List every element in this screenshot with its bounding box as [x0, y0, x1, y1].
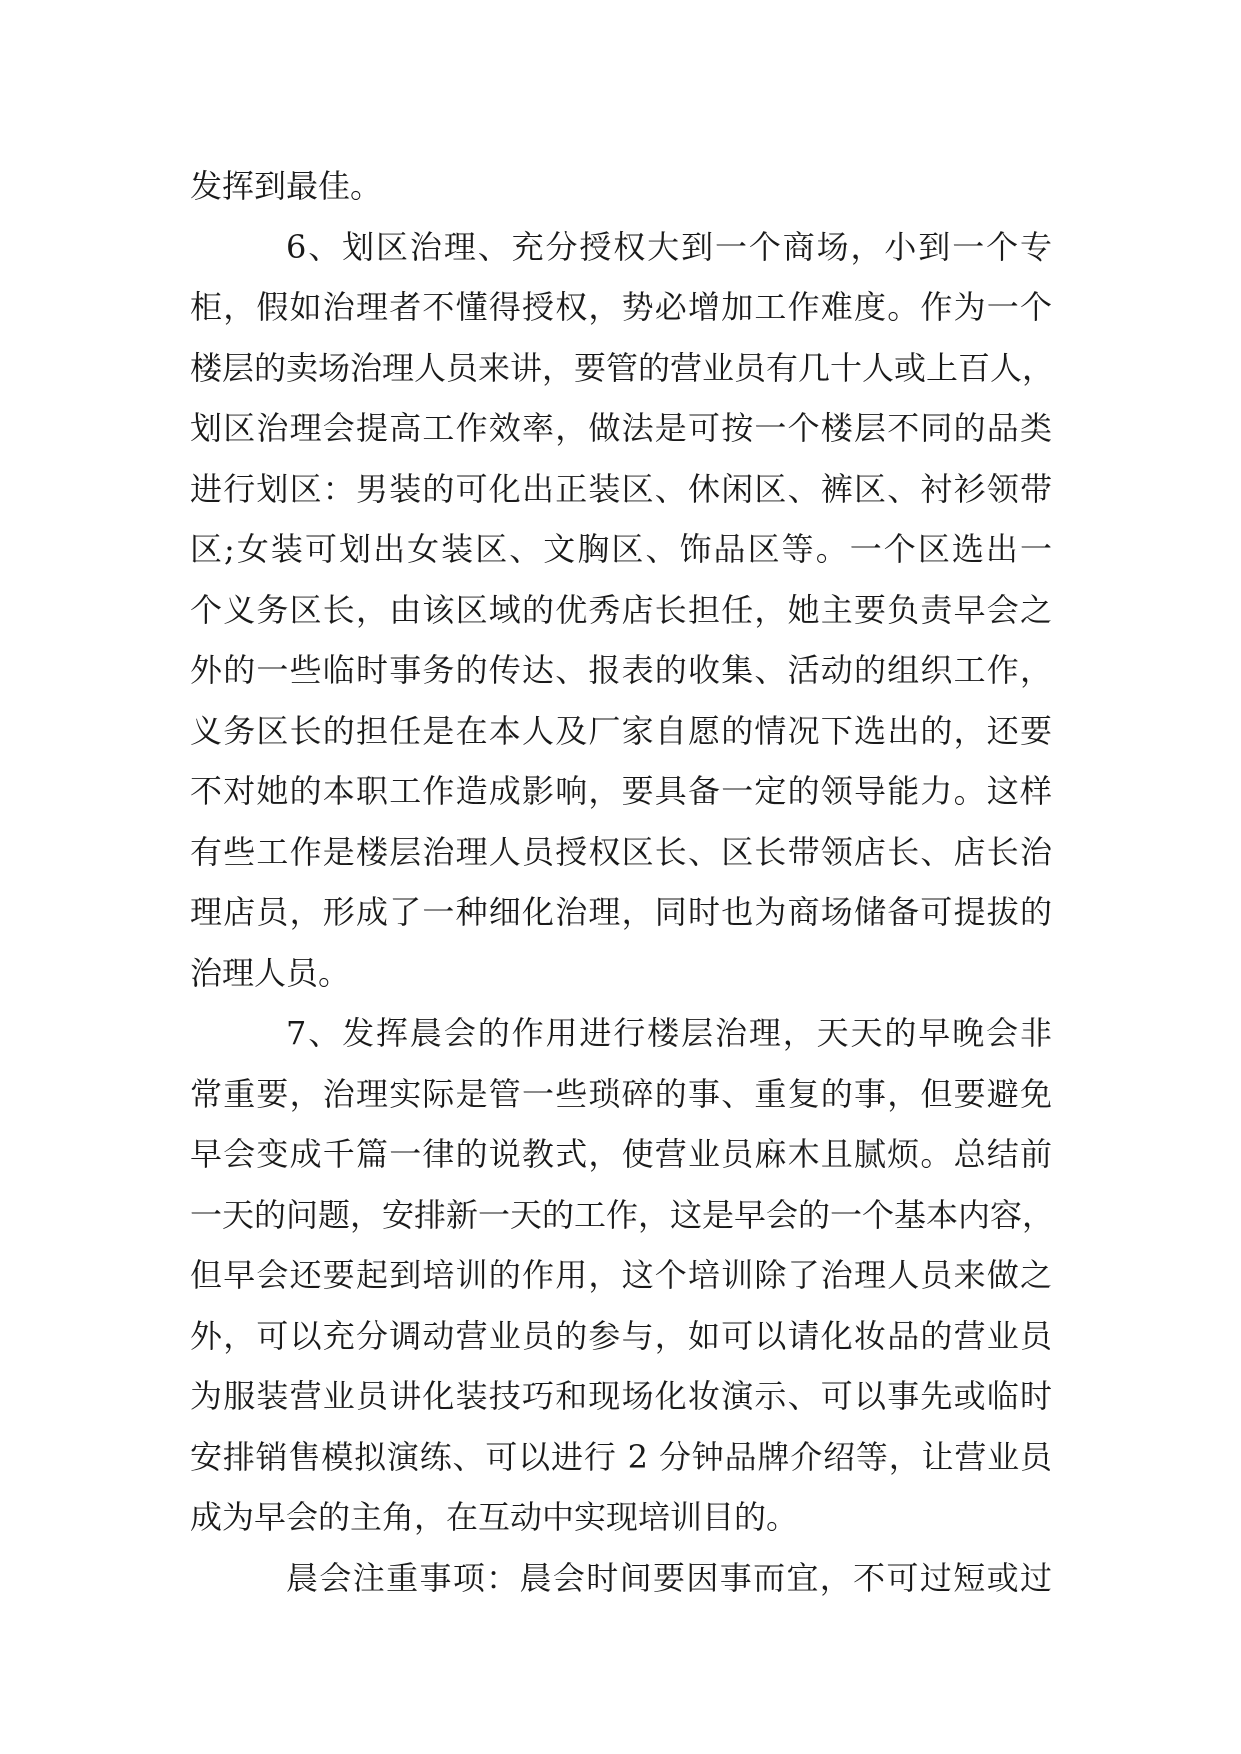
text-line: 一天的问题，安排新一天的工作，这是早会的一个基本内容，: [190, 1195, 1055, 1234]
text-line: 成为早会的主角，在互动中实现培训目的。: [190, 1498, 799, 1536]
text-line: 外的一些临时事务的传达、报表的收集、活动的组织工作，: [190, 651, 1052, 689]
document-body: [190, 156, 1055, 1608]
paragraph: [190, 217, 1055, 1004]
text-line: 为服装营业员讲化装技巧和现场化妆演示、可以事先或临时: [190, 1377, 1052, 1415]
text-line: 晨会注重事项：晨会时间要因事而宜，不可过短或过: [286, 1558, 1052, 1597]
text-line: 理店员，形成了一种细化治理，同时也为商场储备可提拔的: [190, 893, 1052, 931]
text-line: 7、发挥晨会的作用进行楼层治理，天天的早晚会非: [286, 1014, 1052, 1052]
text-line: 柜，假如治理者不懂得授权，势必增加工作难度。作为一个: [190, 288, 1052, 326]
text-line: 发挥到最佳。: [190, 167, 383, 205]
paragraph: [190, 1003, 1055, 1548]
text-line: 划区治理会提高工作效率，做法是可按一个楼层不同的品类: [190, 409, 1052, 447]
paragraph: [190, 1548, 1052, 1609]
text-line: 进行划区：男装的可化出正装区、休闲区、裤区、衬衫领带: [190, 469, 1052, 508]
text-line: 早会变成千篇一律的说教式，使营业员麻木且腻烦。总结前: [190, 1135, 1052, 1173]
paragraph: [190, 156, 1052, 217]
text-line: 治理人员。: [190, 953, 351, 992]
text-line: 义务区长的担任是在本人及厂家自愿的情况下选出的，还要: [190, 711, 1052, 750]
text-line: 楼层的卖场治理人员来讲，要管的营业员有几十人或上百人，: [190, 348, 1055, 387]
text-line: 区;女装可划出女装区、文胸区、饰品区等。一个区选出一: [190, 530, 1052, 568]
text-line: 外，可以充分调动营业员的参与，如可以请化妆品的营业员: [190, 1316, 1052, 1355]
text-line: 常重要，治理实际是管一些琐碎的事、重复的事，但要避免: [190, 1074, 1052, 1113]
text-line: 但早会还要起到培训的作用，这个培训除了治理人员来做之: [190, 1256, 1052, 1294]
text-line: 有些工作是楼层治理人员授权区长、区长带领店长、店长治: [190, 832, 1052, 871]
text-line: 安排销售模拟演练、可以进行 2 分钟品牌介绍等，让营业员: [190, 1437, 1052, 1476]
text-line: 6、划区治理、充分授权大到一个商场，小到一个专: [286, 227, 1052, 266]
text-line: 个义务区长，由该区域的优秀店长担任，她主要负责早会之: [190, 590, 1052, 629]
text-line: 不对她的本职工作造成影响，要具备一定的领导能力。这样: [190, 772, 1052, 810]
